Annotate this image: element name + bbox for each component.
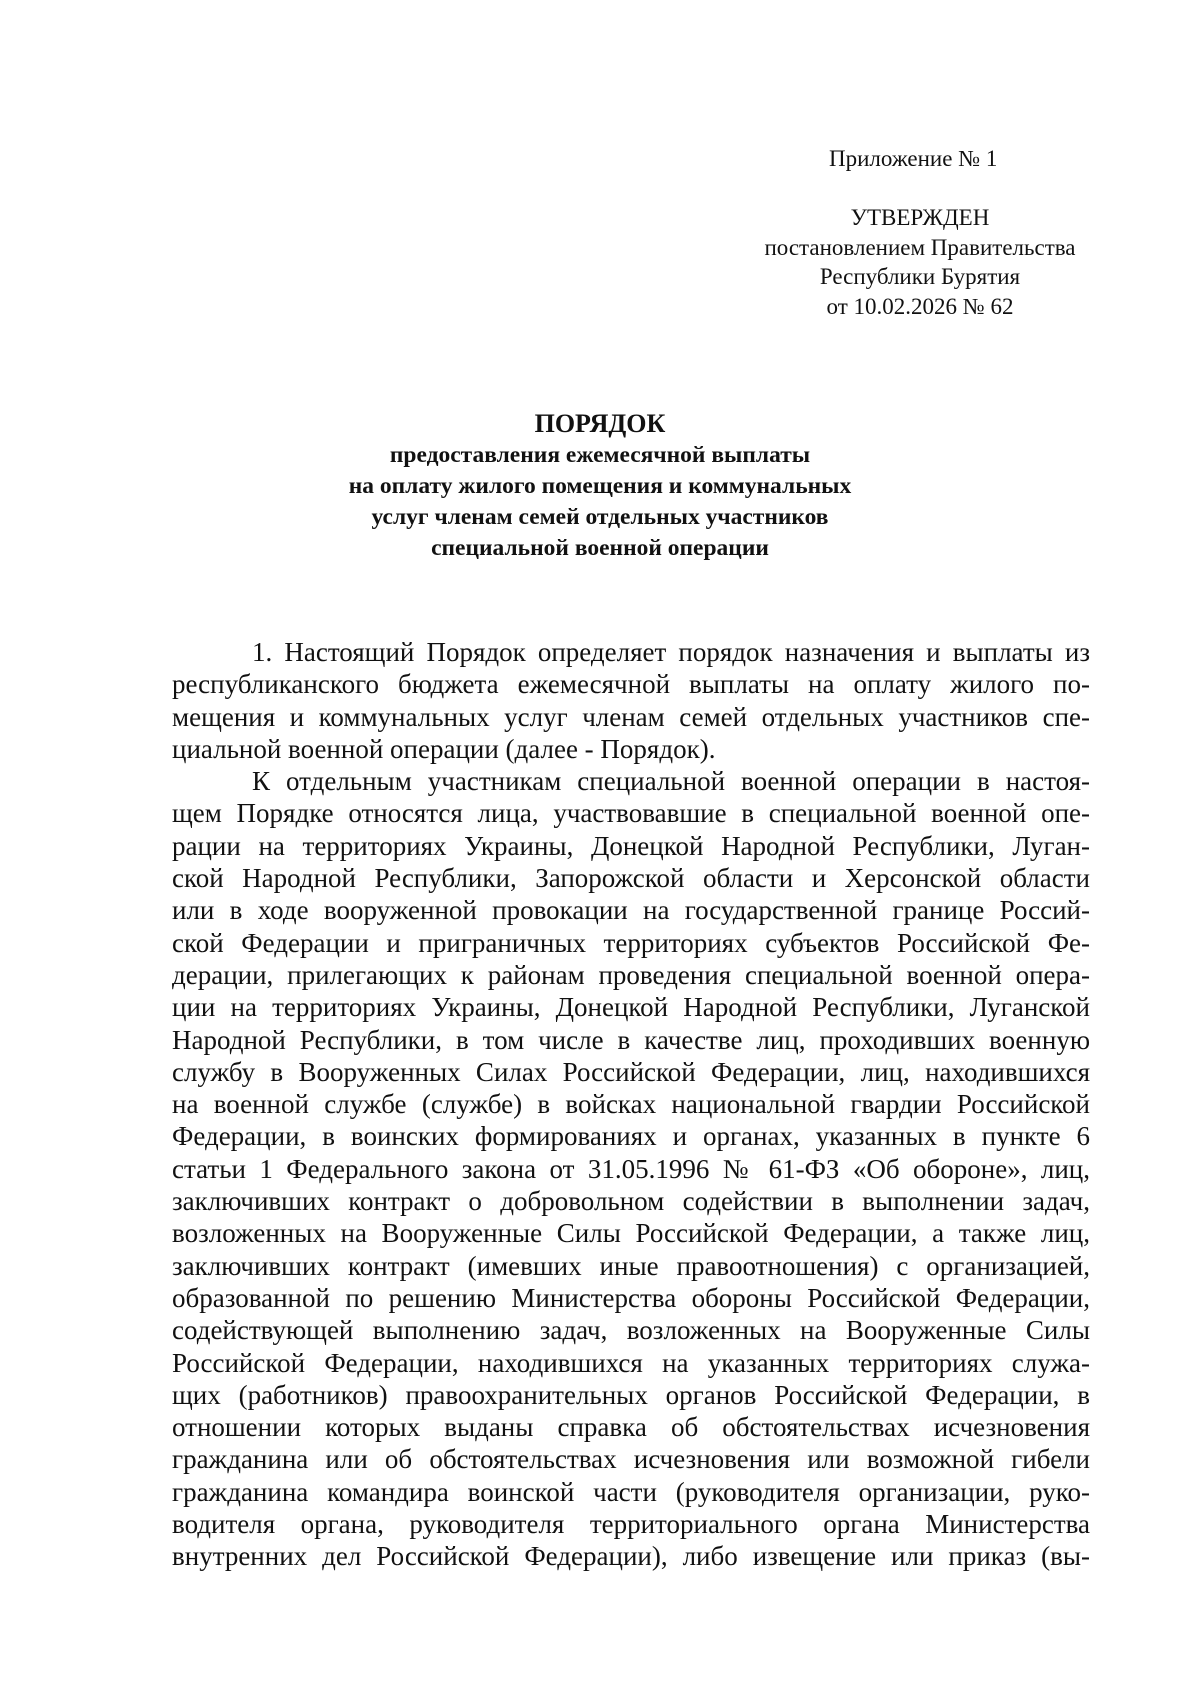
approval-line: УТВЕРЖДЕН	[850, 205, 990, 230]
title-subtitle-line: специальной военной операции	[431, 535, 769, 561]
paragraph-line: гражданина командира воинской части (руководителя организации, руко-	[172, 1476, 1090, 1507]
title-subtitle-line: на оплату жилого помещения и коммунальных	[348, 473, 852, 499]
paragraph-line: республиканского бюджета ежемесячной выплаты на оплату жилого по-	[172, 669, 1090, 700]
paragraph-line: щих (работников) правоохранительных органов Российской Федерации, в	[172, 1379, 1090, 1410]
paragraph-line: водителя органа, руководителя территориального органа Министерства	[172, 1509, 1090, 1540]
paragraph-line: гражданина или об обстоятельствах исчезновения или возможной гибели	[172, 1444, 1090, 1475]
title-subtitle	[200, 440, 1000, 564]
approval-block	[720, 203, 1120, 321]
paragraph-line: щем Порядке относятся лица, участвовавшие в специальной военной опе-	[172, 798, 1090, 829]
paragraph-line: возложенных на Вооруженные Силы Российской Федерации, а также лиц,	[172, 1218, 1090, 1249]
paragraph-line: рации на территориях Украины, Донецкой Народной Республики, Луган-	[172, 830, 1090, 861]
paragraph-line: Народной Республики, в том числе в качестве лиц, проходивших военную	[172, 1024, 1090, 1055]
paragraph-line: службу в Вооруженных Силах Российской Федерации, лиц, находившихся	[172, 1056, 1090, 1087]
approval-line: от 10.02.2026 № 62	[826, 293, 1014, 319]
title-subtitle-line: услуг членам семей отдельных участников	[371, 504, 829, 530]
paragraph-line: содействующей выполнению задач, возложенных на Вооруженные Силы	[172, 1315, 1090, 1346]
paragraph-line: образованной по решению Министерства обороны Российской Федерации,	[172, 1282, 1090, 1313]
paragraph-line: заключивших контракт (имевших иные правоотношения) с организацией,	[172, 1250, 1090, 1281]
approval-line: Республики Бурятия	[819, 264, 1021, 289]
paragraph-line: ской Федерации и приграничных территориях субъектов Российской Фе-	[172, 927, 1090, 958]
paragraph	[172, 636, 1090, 765]
paragraph-line: Федерации, в воинских формированиях и органах, указанных в пункте 6	[172, 1121, 1090, 1152]
appendix-label: Приложение № 1	[829, 146, 998, 171]
paragraph-line: циальной военной операции (далее - Порядок).	[172, 733, 716, 764]
paragraph	[172, 765, 1090, 1572]
paragraph-line: внутренних дел Российской Федерации), либо извещение или приказ (вы-	[172, 1541, 1090, 1572]
paragraph-line: ской Народной Республики, Запорожской области и Херсонской области	[172, 863, 1090, 894]
paragraph-line: дерации, прилегающих к районам проведения специальной военной опера-	[172, 959, 1090, 990]
paragraph-line: мещения и коммунальных услуг членам семей отдельных участников спе-	[172, 701, 1090, 732]
paragraph-line: статьи 1 Федерального закона от 31.05.1996 № 61-ФЗ «Об обороне», лиц,	[172, 1153, 1090, 1184]
paragraph-line: на военной службе (службе) в войсках национальной гвардии Российской	[172, 1089, 1090, 1120]
paragraph-line: 1. Настоящий Порядок определяет порядок назначения и выплаты из	[252, 637, 1090, 667]
paragraph-line: ции на территориях Украины, Донецкой Народной Республики, Луганской	[172, 992, 1090, 1023]
document-body	[172, 636, 1090, 1573]
paragraph-line: или в ходе вооруженной провокации на государственной границе Россий-	[172, 895, 1090, 926]
paragraph-line: отношении которых выданы справка об обстоятельствах исчезновения	[172, 1412, 1090, 1443]
document-title	[200, 408, 1000, 564]
paragraph-line: К отдельным участникам специальной военной операции в настоя-	[252, 766, 1090, 797]
approval-line: постановлением Правительства	[764, 234, 1076, 260]
paragraph-line: Российской Федерации, находившихся на указанных территориях служа-	[172, 1347, 1090, 1378]
title-subtitle-line: предоставления ежемесячной выплаты	[389, 442, 811, 468]
title-main: ПОРЯДОК	[534, 409, 666, 438]
paragraph-line: заключивших контракт о добровольном содействии в выполнении задач,	[172, 1186, 1090, 1217]
